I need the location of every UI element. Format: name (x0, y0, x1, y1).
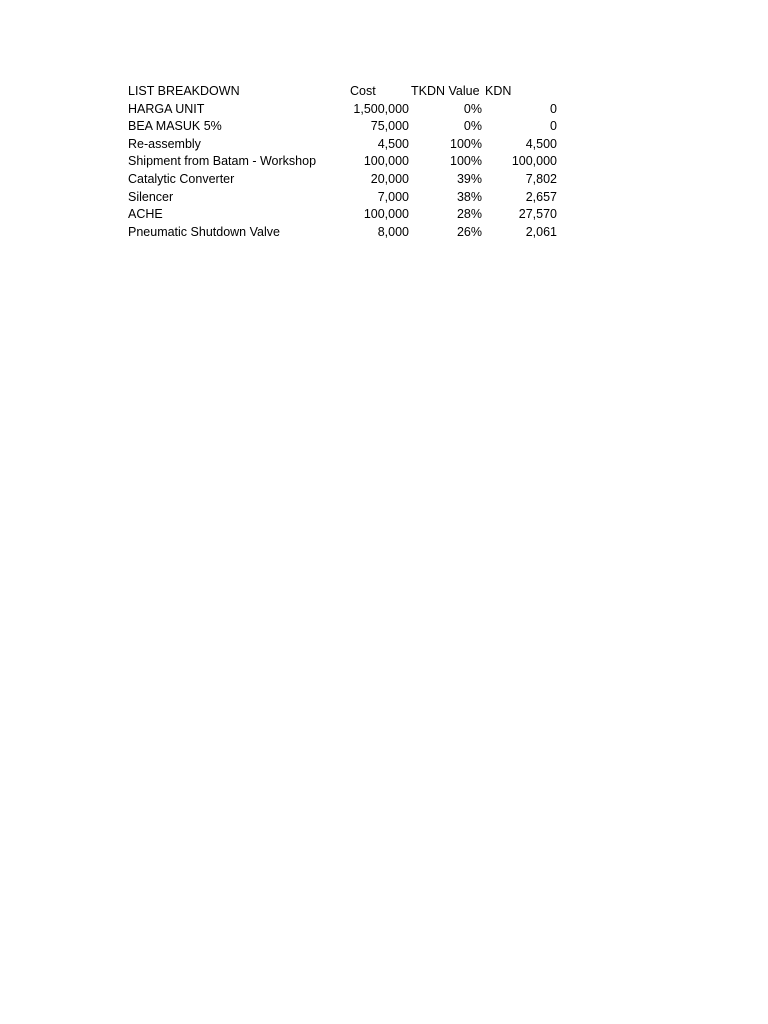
cell-item: Shipment from Batam - Workshop (128, 154, 317, 169)
cell-tkdn: 26% (456, 224, 482, 239)
cell-cost: 8,000 (377, 224, 409, 239)
cell-kdn: 100,000 (511, 154, 557, 169)
cell-tkdn: 38% (456, 189, 482, 204)
header-cost: Cost (350, 84, 376, 98)
table-row (128, 153, 568, 171)
table-row (128, 101, 568, 119)
cell-tkdn: 0% (463, 101, 482, 116)
cell-item: ACHE (128, 207, 163, 222)
cell-kdn: 0 (550, 101, 557, 116)
cell-kdn: 27,570 (518, 207, 557, 222)
cell-cost: 100,000 (363, 154, 409, 169)
cell-item: Catalytic Converter (128, 171, 235, 186)
cell-item: BEA MASUK 5% (128, 119, 222, 134)
cell-cost: 1,500,000 (353, 101, 409, 116)
cell-kdn: 2,657 (525, 189, 557, 204)
cell-item: Re-assembly (128, 136, 201, 151)
cell-cost: 100,000 (363, 207, 409, 222)
cell-tkdn: 28% (456, 207, 482, 222)
cell-tkdn: 39% (456, 171, 482, 186)
cell-cost: 75,000 (370, 119, 409, 134)
cell-tkdn: 100% (450, 154, 482, 169)
header-kdn: KDN (485, 84, 512, 98)
table-row (128, 171, 568, 189)
cell-kdn: 2,061 (525, 224, 557, 239)
cell-kdn: 7,802 (525, 171, 557, 186)
table-row (128, 224, 568, 242)
cell-cost: 20,000 (370, 171, 409, 186)
table-header-row (128, 83, 568, 101)
header-list-breakdown: LIST BREAKDOWN (128, 84, 240, 98)
table-row (128, 189, 568, 207)
breakdown-table (128, 83, 568, 241)
cell-kdn: 0 (550, 119, 557, 134)
table-row (128, 206, 568, 224)
cell-tkdn: 100% (450, 136, 482, 151)
cell-kdn: 4,500 (525, 136, 557, 151)
cell-tkdn: 0% (463, 119, 482, 134)
cell-item: Silencer (128, 189, 174, 204)
cell-cost: 7,000 (377, 189, 409, 204)
header-tkdn-value: TKDN Value (411, 84, 480, 98)
table-row (128, 136, 568, 154)
table-row (128, 118, 568, 136)
cell-item: Pneumatic Shutdown Valve (128, 224, 280, 239)
cell-item: HARGA UNIT (128, 101, 205, 116)
cell-cost: 4,500 (377, 136, 409, 151)
